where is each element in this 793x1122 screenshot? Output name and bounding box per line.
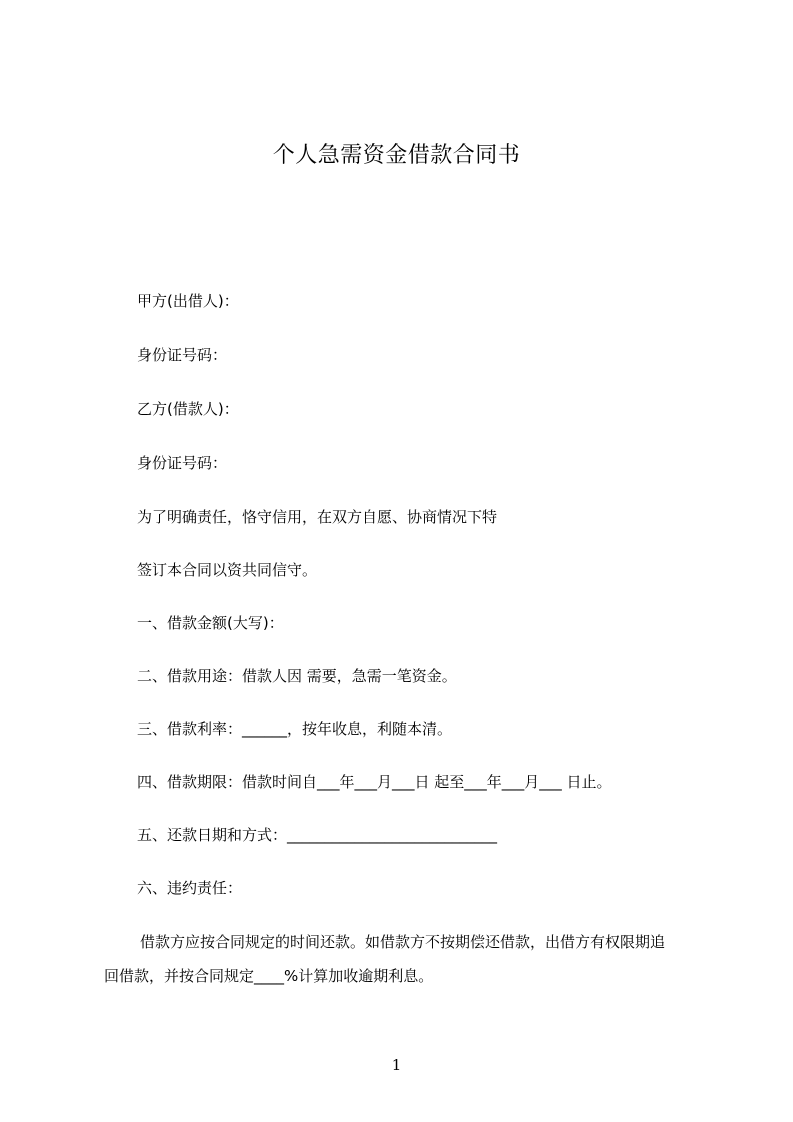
document-title: 个人急需资金借款合同书 (272, 143, 521, 168)
liability-paragraph-line-2: 回借款，并按合同规定____%计算加收逾期利息。 (104, 967, 434, 985)
clause-5-repayment: 五、还款日期和方式：____________________________ (137, 826, 498, 844)
party-b-borrower-line: 乙方(借款人)： (137, 400, 239, 418)
clause-6-liability-heading: 六、违约责任： (137, 879, 243, 897)
liability-paragraph-line-1: 借款方应按合同规定的时间还款。如借款方不按期偿还借款，出借方有权限期追 (140, 933, 666, 951)
party-b-id-number-line: 身份证号码： (137, 454, 228, 472)
preamble-line-1: 为了明确责任，恪守信用，在双方自愿、协商情况下特 (137, 508, 498, 526)
clause-1-loan-amount: 一、借款金额(大写)： (137, 614, 284, 632)
clause-3-interest-rate: 三、借款利率：______，按年收息，利随本清。 (137, 720, 453, 738)
clause-2-loan-purpose: 二、借款用途：借款人因 需要，急需一笔资金。 (137, 667, 457, 685)
party-a-lender-line: 甲方(出借人)： (137, 292, 239, 310)
page-number: 1 (391, 1056, 402, 1074)
liability-paragraph (104, 932, 704, 1000)
preamble-line-2: 签订本合同以资共同信守。 (137, 561, 318, 579)
clause-4-loan-term: 四、借款期限：借款时间自___年___月___日 起至___年___月___ 日止。 (137, 773, 612, 791)
party-a-id-number-line: 身份证号码： (137, 346, 228, 364)
